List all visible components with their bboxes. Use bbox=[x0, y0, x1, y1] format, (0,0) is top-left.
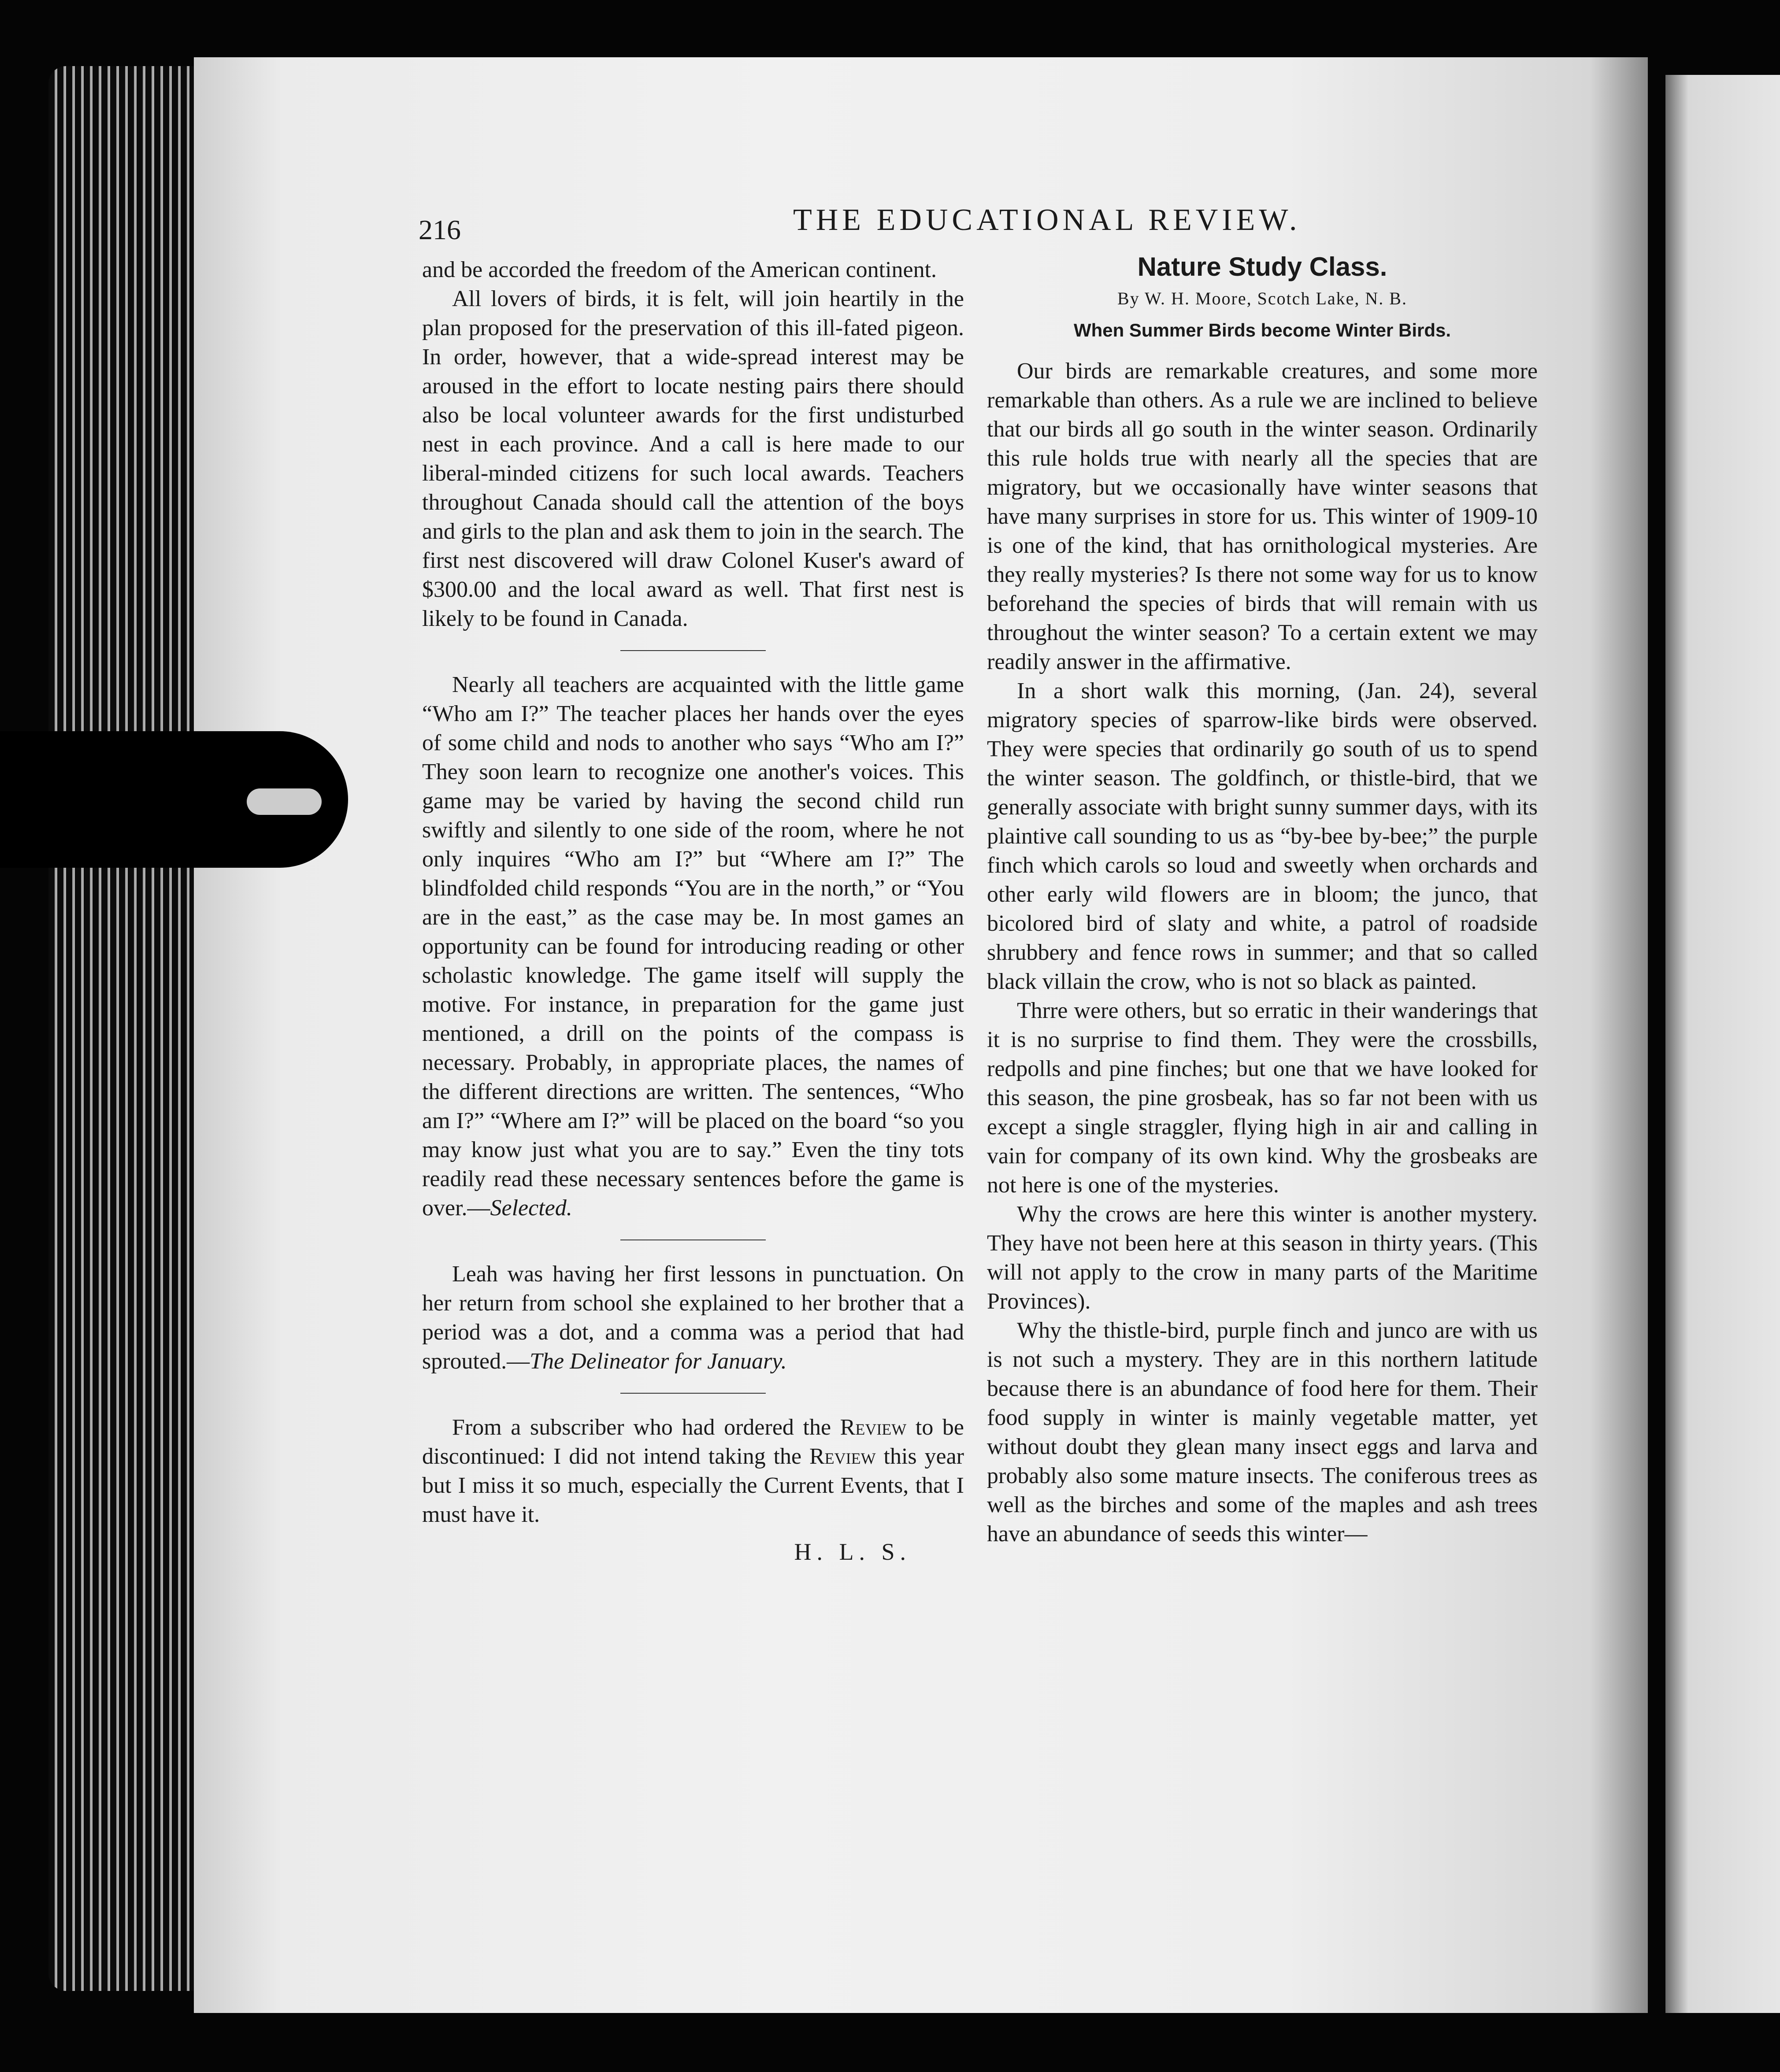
punctuation-text: Leah was having her first lessons in punctuation. On her return from school she explained to her brother that a period was a dot, and a comma was a period that had sprouted.— bbox=[422, 1262, 964, 1374]
subscriber-paragraph bbox=[422, 1413, 964, 1529]
page-number: 216 bbox=[419, 214, 461, 245]
game-source: Selected. bbox=[490, 1195, 572, 1221]
page-header bbox=[419, 194, 1533, 245]
section-divider bbox=[620, 650, 766, 651]
pigeon-paragraph-continued: and be accorded the freedom of the American continent. bbox=[422, 257, 937, 282]
punctuation-paragraph bbox=[422, 1260, 964, 1376]
right-column bbox=[987, 247, 1538, 1549]
article-byline: By W. H. Moore, Scotch Lake, N. B. bbox=[1117, 289, 1407, 308]
article-paragraph: Thrre were others, but so erratic in their wanderings that it is no surprise to find them. They were the crossbills, redpolls and pine finches; but one that we have looked for this season, the pine grosbeak, has so far not been with us except a single straggler, flying high in air and calling in vain for company of its own kind. Why the grosbeaks are not here is one of the mysteries. bbox=[987, 998, 1538, 1198]
section-divider bbox=[620, 1393, 766, 1394]
pigeon-paragraph: All lovers of birds, it is felt, will join heartily in the plan proposed for the preservation of this ill-fated pigeon. In order, however, that a wide-spread interest may be aroused in the effort to locate nesting pairs there should also be local volunteer awards for the first undisturbed nest in each province. And a call is here made to our liberal-minded citizens for such local awards. Teachers throughout Canada should call the attention of the boys and girls to the plan and ask them to join in the search. The first nest discovered will draw Colonel Kuser's award of $300.00 and the local award as well. That first nest is likely to be found in Canada. bbox=[422, 286, 964, 631]
article-title: Nature Study Class. bbox=[1137, 252, 1387, 281]
left-column bbox=[422, 255, 964, 1566]
subscriber-text-a: From a subscriber who had ordered the bbox=[452, 1415, 831, 1440]
running-title: THE EDUCATIONAL REVIEW. bbox=[793, 203, 1301, 237]
review-word: Review bbox=[840, 1415, 907, 1440]
game-text: Nearly all teachers are acquainted with the little game “Who am I?” The teacher places her hands over the eyes of some child and nods to another who says “Who am I?” They soon learn to recognize one another's voices. This game may be varied by having the second child run swiftly and silently to one side of the room, where he not only inquires “Who am I?” but “Where am I?” The blindfolded child responds “You are in the north,” or “You are in the east,” as the case may be. In most games an opportunity can be found for introducing reading or other scholastic knowledge. The game itself will supply the motive. For instance, in preparation for the game just mentioned, a drill on the points of the compass is necessary. Probably, in appropriate places, the names of the different directions are written. The sentences, “Who am I?” “Where am I?” will be placed on the board “so you may know just what you are to say.” Even the tiny tots readily read these necessary sentences before the game is over.— bbox=[422, 672, 964, 1221]
article-paragraph: In a short walk this morning, (Jan. 24), several migratory species of sparrow-like birds were observed. They were species that ordinarily go south of us to spend the winter season. The goldfinch, or thistle-bird, that we generally associate with bright sunny summer days, with its plaintive call sounding to us as “by-bee by-bee;” the purple finch which carols so loud and sweetly when orchards and other early wild flowers are in bloom; the junco, that bicolored bird of slaty and white, a patrol of roadside shrubbery and fence rows in summer; and that so called black villain the crow, who is not so black as painted. bbox=[987, 678, 1538, 994]
article-subtitle: When Summer Birds become Winter Birds. bbox=[1073, 320, 1451, 340]
review-word: Review bbox=[809, 1444, 876, 1469]
punctuation-source: The Delineator for January. bbox=[530, 1349, 787, 1374]
subscriber-text-b: to be discontinued: I did not intend taking the bbox=[422, 1415, 964, 1469]
thumb-highlight bbox=[247, 788, 322, 815]
article-paragraph: Why the thistle-bird, purple finch and junco are with us is not such a mystery. They are in this northern latitude because there is an abundance of food here for them. Their food supply in winter is mainly vegetable matter, yet without doubt they glean many insect eggs and larva and probably also some mature insects. The coniferous trees as well as the birches and some of the maples and ash trees have an abundance of seeds this winter— bbox=[987, 1318, 1538, 1547]
book-page-edges bbox=[48, 66, 194, 1991]
signature: H. L. S. bbox=[794, 1539, 911, 1565]
article-paragraph: Why the crows are here this winter is another mystery. They have not been here at this season in thirty years. (This will not apply to the crow in many parts of the Maritime Provinces). bbox=[987, 1202, 1538, 1314]
facing-page-edge bbox=[1665, 75, 1780, 2013]
subscriber-text-c: this year but I miss it so much, especially the Current Events, that I must have it. bbox=[422, 1444, 964, 1527]
game-paragraph bbox=[422, 670, 964, 1223]
article-paragraph: Our birds are remarkable creatures, and some more remarkable than others. As a rule we are inclined to believe that our birds all go south in the winter season. Ordinarily this rule holds true with nearly all the species that are migratory, but we occasionally have winter seasons that have many surprises in store for us. This winter of 1909-10 is one of the kind, that has ornithological mysteries. Are they really mysteries? Is there not some way for us to know beforehand the species of birds that will remain with us throughout the winter season? To a certain extent we may readily answer in the affirmative. bbox=[987, 359, 1538, 674]
